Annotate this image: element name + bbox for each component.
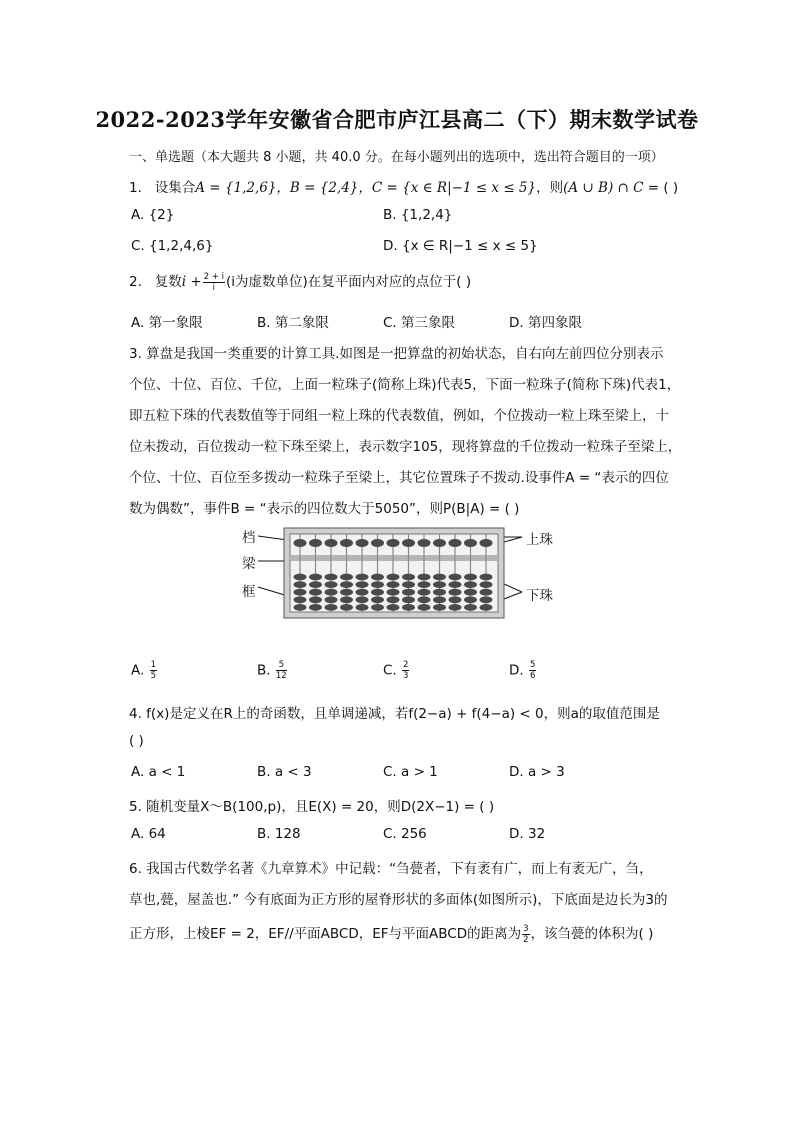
lower-bead <box>418 574 431 581</box>
q4-option-b[interactable]: B. a < 3 <box>257 764 312 780</box>
q5-option-a[interactable]: A. 64 <box>131 826 166 842</box>
upper-bead <box>480 539 493 547</box>
lower-bead <box>387 596 400 603</box>
lower-bead <box>402 604 415 611</box>
question-4-line-1: 4. f(x)是定义在R上的奇函数，且单调递减，若f(2−a) + f(4−a) < 0，则a的取值范围是 <box>129 706 660 722</box>
fraction-numerator: 5 <box>276 660 287 671</box>
q1-text-b: ，则 <box>536 180 564 196</box>
lower-bead <box>387 604 400 611</box>
label-xiazhu: 下珠 <box>526 588 553 604</box>
q1-math-a: A = {1,2,6}，B = {2,4}，C = {x ∈ R|−1 ≤ x ≤ 5} <box>195 180 537 196</box>
question-6-line-2: 草也,甍，屋盖也.” 今有底面为正方形的屋脊形状的多面体(如图所示)，下底面是边长为3的 <box>129 892 668 908</box>
lower-bead <box>480 596 493 603</box>
question-3-line-1: 3. 算盘是我国一类重要的计算工具.如图是一把算盘的初始状态，自右向左前四位分别表示 <box>129 346 664 362</box>
fraction-numerator: 1 <box>150 660 157 670</box>
q2-option-b[interactable]: B. 第二象限 <box>257 315 329 331</box>
lower-bead <box>371 596 384 603</box>
q6-fraction <box>522 924 529 945</box>
lower-bead <box>294 604 307 611</box>
option-letter: A. <box>131 662 145 679</box>
q1-option-c[interactable]: C. {1,2,4,6} <box>131 238 214 254</box>
upper-bead <box>449 539 462 547</box>
q1-math-b: (A ∪ B) ∩ C <box>563 180 644 196</box>
fraction-denominator: 3 <box>403 671 409 681</box>
q5-option-d[interactable]: D. 32 <box>509 826 546 842</box>
section-heading: 一、单选题（本大题共 8 小题，共 40.0 分。在每小题列出的选项中，选出符合题目的一项） <box>129 150 664 165</box>
question-6-line-1: 6. 我国古代数学名著《九章算术》中记载：“刍甍者，下有袤有广，而上有袤无广，刍， <box>129 861 653 877</box>
label-kuang: 框 <box>242 584 256 600</box>
lower-bead <box>480 589 493 596</box>
label-liang: 梁 <box>242 556 256 572</box>
question-number: 2. <box>129 274 142 290</box>
q3-option-c[interactable] <box>383 660 410 681</box>
q6-text-a: 正方形，上棱EF = 2，EF//平面ABCD，EF与平面ABCD的距离为 <box>129 926 522 942</box>
option-fraction <box>402 660 409 681</box>
lower-bead <box>309 589 322 596</box>
option-letter: C. <box>383 662 397 679</box>
lower-bead <box>480 581 493 588</box>
lower-bead <box>418 581 431 588</box>
lower-bead <box>356 581 369 588</box>
lower-bead <box>340 581 353 588</box>
lower-bead <box>325 596 338 603</box>
lower-bead <box>402 596 415 603</box>
option-fraction <box>150 660 157 681</box>
q4-option-c[interactable]: C. a > 1 <box>383 764 438 780</box>
lower-bead <box>480 574 493 581</box>
label-dang: 档 <box>242 530 256 546</box>
question-6-line-3 <box>129 922 653 945</box>
upper-bead <box>340 539 353 547</box>
q1-text-a: 设集合 <box>154 180 196 196</box>
label-shangzhu: 上珠 <box>526 532 553 548</box>
lower-bead <box>371 604 384 611</box>
fraction-denominator: 2 <box>523 934 529 945</box>
lower-bead <box>418 604 431 611</box>
lower-bead <box>371 589 384 596</box>
upper-bead <box>418 539 431 547</box>
question-number: 1. <box>129 180 142 196</box>
q4-option-d[interactable]: D. a > 3 <box>509 764 565 780</box>
abacus-drawing <box>238 524 568 622</box>
q1-option-d[interactable]: D. {x ∈ R|−1 ≤ x ≤ 5} <box>383 238 538 254</box>
lower-bead <box>309 581 322 588</box>
upper-bead <box>309 539 322 547</box>
lower-bead <box>340 574 353 581</box>
question-1-stem <box>129 176 678 196</box>
lower-bead <box>449 581 462 588</box>
question-3-line-3: 即五粒下珠的代表数值等于同组一粒上珠的代表数值，例如，个位拨动一粒上珠至梁上，十 <box>129 408 669 424</box>
q2-option-a[interactable]: A. 第一象限 <box>131 315 203 331</box>
lower-bead <box>402 574 415 581</box>
lower-bead <box>356 589 369 596</box>
lower-bead <box>356 596 369 603</box>
fraction-denominator: 6 <box>529 671 536 681</box>
lower-bead <box>464 604 477 611</box>
upper-bead <box>356 539 369 547</box>
lower-bead <box>464 574 477 581</box>
upper-bead <box>294 539 307 547</box>
lower-bead <box>433 589 446 596</box>
fraction-numerator: 5 <box>529 660 536 670</box>
lower-bead <box>433 604 446 611</box>
q4-option-a[interactable]: A. a < 1 <box>131 764 186 780</box>
q3-option-d[interactable] <box>509 660 537 681</box>
lower-bead <box>309 574 322 581</box>
lower-bead <box>325 581 338 588</box>
lower-bead <box>309 596 322 603</box>
q5-option-b[interactable]: B. 128 <box>257 826 301 842</box>
lower-bead <box>387 581 400 588</box>
option-fraction <box>529 660 536 681</box>
fraction-numerator: 2 <box>403 660 409 670</box>
fraction-denominator: i <box>212 282 216 293</box>
option-letter: B. <box>257 662 271 679</box>
lower-bead <box>340 604 353 611</box>
upper-bead <box>387 539 400 547</box>
upper-bead <box>371 539 384 547</box>
question-3-line-5: 个位、十位、百位至多拨动一粒珠子至梁上，其它位置珠子不拨动.设事件A = “表示的四位 <box>129 470 669 486</box>
lower-bead <box>402 581 415 588</box>
upper-bead <box>402 539 415 547</box>
lower-bead <box>356 604 369 611</box>
q2-text-b: (i为虚数单位)在复平面内对应的点位于( ) <box>225 274 472 290</box>
q3-option-a[interactable] <box>131 660 158 681</box>
question-4-line-2: ( ) <box>129 733 144 749</box>
lower-bead <box>433 574 446 581</box>
lower-bead <box>480 604 493 611</box>
upper-bead <box>325 539 338 547</box>
lower-bead <box>464 581 477 588</box>
fraction-denominator: 5 <box>150 671 157 681</box>
lower-bead <box>402 589 415 596</box>
abacus-figure <box>238 524 568 622</box>
lower-bead <box>464 596 477 603</box>
fraction-numerator: 3 <box>523 923 529 934</box>
lower-bead <box>371 574 384 581</box>
lower-bead <box>464 589 477 596</box>
q2-math-i: i + <box>181 274 202 290</box>
q6-text-b: ，该刍甍的体积为( ) <box>530 926 654 942</box>
lower-bead <box>325 589 338 596</box>
lower-bead <box>325 574 338 581</box>
q2-option-d[interactable]: D. 第四象限 <box>509 315 582 331</box>
lower-bead <box>387 589 400 596</box>
fraction-denominator: 12 <box>275 671 287 681</box>
lower-bead <box>371 581 384 588</box>
upper-bead <box>464 539 477 547</box>
lower-bead <box>449 604 462 611</box>
q1-option-a[interactable]: A. {2} <box>131 207 175 223</box>
lower-bead <box>418 596 431 603</box>
lower-bead <box>325 604 338 611</box>
q3-option-b[interactable] <box>257 660 288 681</box>
lower-bead <box>449 596 462 603</box>
lower-bead <box>449 574 462 581</box>
lower-bead <box>294 596 307 603</box>
lower-bead <box>433 581 446 588</box>
lower-bead <box>294 581 307 588</box>
question-3-line-6: 数为偶数”，事件B = “表示的四位数大于5050”，则P(B|A) = ( ) <box>129 501 520 517</box>
page-title: 2022-2023学年安徽省合肥市庐江县高二（下）期末数学试卷 <box>95 107 699 132</box>
question-2-stem <box>129 270 471 293</box>
q2-fraction <box>203 272 225 293</box>
lower-bead <box>356 574 369 581</box>
q2-text-a: 复数 <box>154 274 182 290</box>
lower-bead <box>294 574 307 581</box>
lower-bead <box>340 589 353 596</box>
upper-bead <box>433 539 446 547</box>
lower-bead <box>418 589 431 596</box>
option-letter: D. <box>509 662 524 679</box>
q5-option-c[interactable]: C. 256 <box>383 826 427 842</box>
question-5-line-1: 5. 随机变量X～B(100,p)，且E(X) = 20，则D(2X−1) = ( ) <box>129 799 495 815</box>
lower-bead <box>294 589 307 596</box>
option-fraction <box>276 660 287 681</box>
question-3-line-4: 位未拨动，百位拨动一粒下珠至梁上，表示数字105，现将算盘的千位拨动一粒珠子至梁上， <box>129 439 682 455</box>
fraction-numerator: 2 + i <box>203 271 224 282</box>
lower-bead <box>449 589 462 596</box>
lower-bead <box>433 596 446 603</box>
q1-text-c: = ( ) <box>643 180 679 196</box>
lower-bead <box>309 604 322 611</box>
q2-option-c[interactable]: C. 第三象限 <box>383 315 456 331</box>
q1-option-b[interactable]: B. {1,2,4} <box>383 207 453 223</box>
lower-bead <box>340 596 353 603</box>
lower-bead <box>387 574 400 581</box>
question-3-line-2: 个位、十位、百位、千位，上面一粒珠子(简称上珠)代表5，下面一粒珠子(简称下珠)代表1， <box>129 377 681 393</box>
